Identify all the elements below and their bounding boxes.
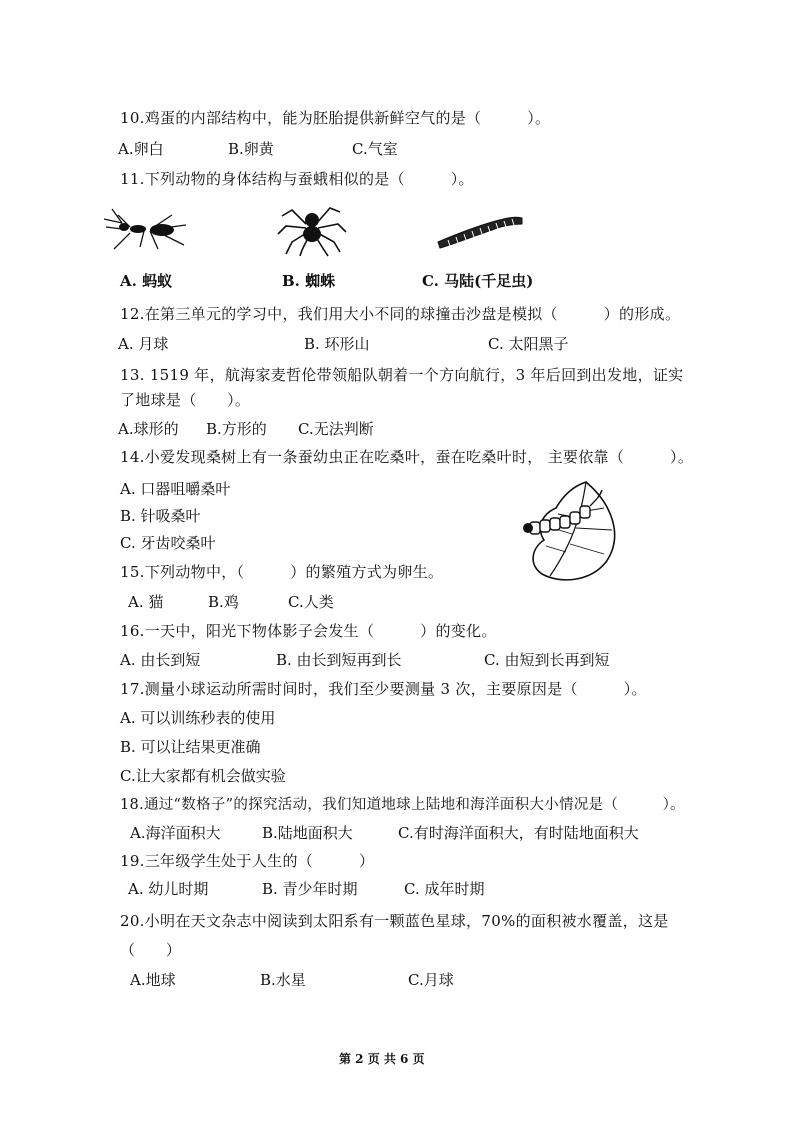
q19-option-a: A. 幼儿时期 (128, 880, 209, 898)
q15-option-b: B.鸡 (208, 593, 239, 611)
spider-icon (276, 200, 348, 258)
q14-option-a: A. 口器咀嚼桑叶 (120, 480, 231, 498)
q16-option-b: B. 由长到短再到长 (276, 651, 402, 669)
question-11-stem: 11.下列动物的身体结构与蚕蛾相似的是（ ）。 (120, 170, 474, 188)
q11-option-c: C. 马陆(千足虫) (422, 272, 534, 290)
question-10-stem: 10.鸡蛋的内部结构中，能为胚胎提供新鲜空气的是（ ）。 (120, 109, 551, 127)
question-17-stem: 17.测量小球运动所需时间时，我们至少要测量 3 次，主要原因是（ ）。 (120, 680, 647, 698)
q18-option-a: A.海洋面积大 (130, 824, 221, 842)
q19-option-b: B. 青少年时期 (262, 880, 358, 898)
q13-option-c: C.无法判断 (298, 420, 374, 438)
q14-option-b: B. 针吸桑叶 (120, 507, 201, 525)
q11-option-b: B. 蜘蛛 (282, 272, 336, 290)
question-13-stem-line1: 13. 1519 年，航海家麦哲伦带领船队朝着一个方向航行，3 年后回到出发地，证实 (120, 366, 684, 384)
q10-option-c: C.气室 (352, 140, 398, 158)
q20-option-a: A.地球 (130, 971, 176, 989)
question-14-stem: 14.小爱发现桑树上有一条蚕幼虫正在吃桑叶，蚕在吃桑叶时， 主要依靠（ ）。 (120, 448, 694, 466)
question-13-stem-line2: 了地球是（ ）。 (120, 391, 251, 409)
q10-option-b: B.卵黄 (228, 140, 274, 158)
q13-option-a: A.球形的 (118, 420, 179, 438)
question-20-stem-line2: （ ） (120, 941, 182, 959)
q17-option-b: B. 可以让结果更准确 (120, 738, 261, 756)
ant-icon (100, 205, 192, 255)
question-15-stem: 15.下列动物中，（ ）的繁殖方式为卵生。 (120, 563, 444, 581)
q16-option-a: A. 由长到短 (120, 651, 201, 669)
q12-option-c: C. 太阳黑子 (488, 335, 569, 353)
q19-option-c: C. 成年时期 (404, 880, 485, 898)
question-19-stem: 19.三年级学生处于人生的（ ） (120, 852, 375, 870)
silkworm-on-leaf-icon (516, 478, 628, 586)
q14-option-c: C. 牙齿咬桑叶 (120, 534, 216, 552)
q20-option-c: C.月球 (408, 971, 454, 989)
question-16-stem: 16.一天中，阳光下物体影子会发生（ ）的变化。 (120, 622, 497, 640)
q11-option-a: A. 蚂蚁 (120, 272, 173, 290)
q20-option-b: B.水星 (260, 971, 306, 989)
q15-option-a: A. 猫 (128, 593, 164, 611)
question-18-stem: 18.通过“数格子”的探究活动，我们知道地球上陆地和海洋面积大小情况是（ ）。 (120, 797, 685, 813)
q18-option-c: C.有时海洋面积大，有时陆地面积大 (398, 824, 639, 842)
q18-option-b: B.陆地面积大 (262, 824, 353, 842)
question-20-stem-line1: 20.小明在天文杂志中阅读到太阳系有一颗蓝色星球，70%的面积被水覆盖，这是 (120, 912, 669, 930)
q10-option-a: A.卵白 (118, 140, 164, 158)
q16-option-c: C. 由短到长再到短 (484, 651, 610, 669)
page-footer: 第 2 页 共 6 页 (339, 1052, 425, 1066)
q13-option-b: B.方形的 (206, 420, 267, 438)
q12-option-b: B. 环形山 (304, 335, 370, 353)
q17-option-c: C.让大家都有机会做实验 (120, 767, 286, 785)
question-12-stem: 12.在第三单元的学习中，我们用大小不同的球撞击沙盘是模拟（ ）的形成。 (120, 305, 681, 323)
q12-option-a: A. 月球 (118, 335, 169, 353)
millipede-icon (432, 208, 528, 252)
q15-option-c: C.人类 (288, 593, 334, 611)
q17-option-a: A. 可以训练秒表的使用 (120, 709, 276, 727)
